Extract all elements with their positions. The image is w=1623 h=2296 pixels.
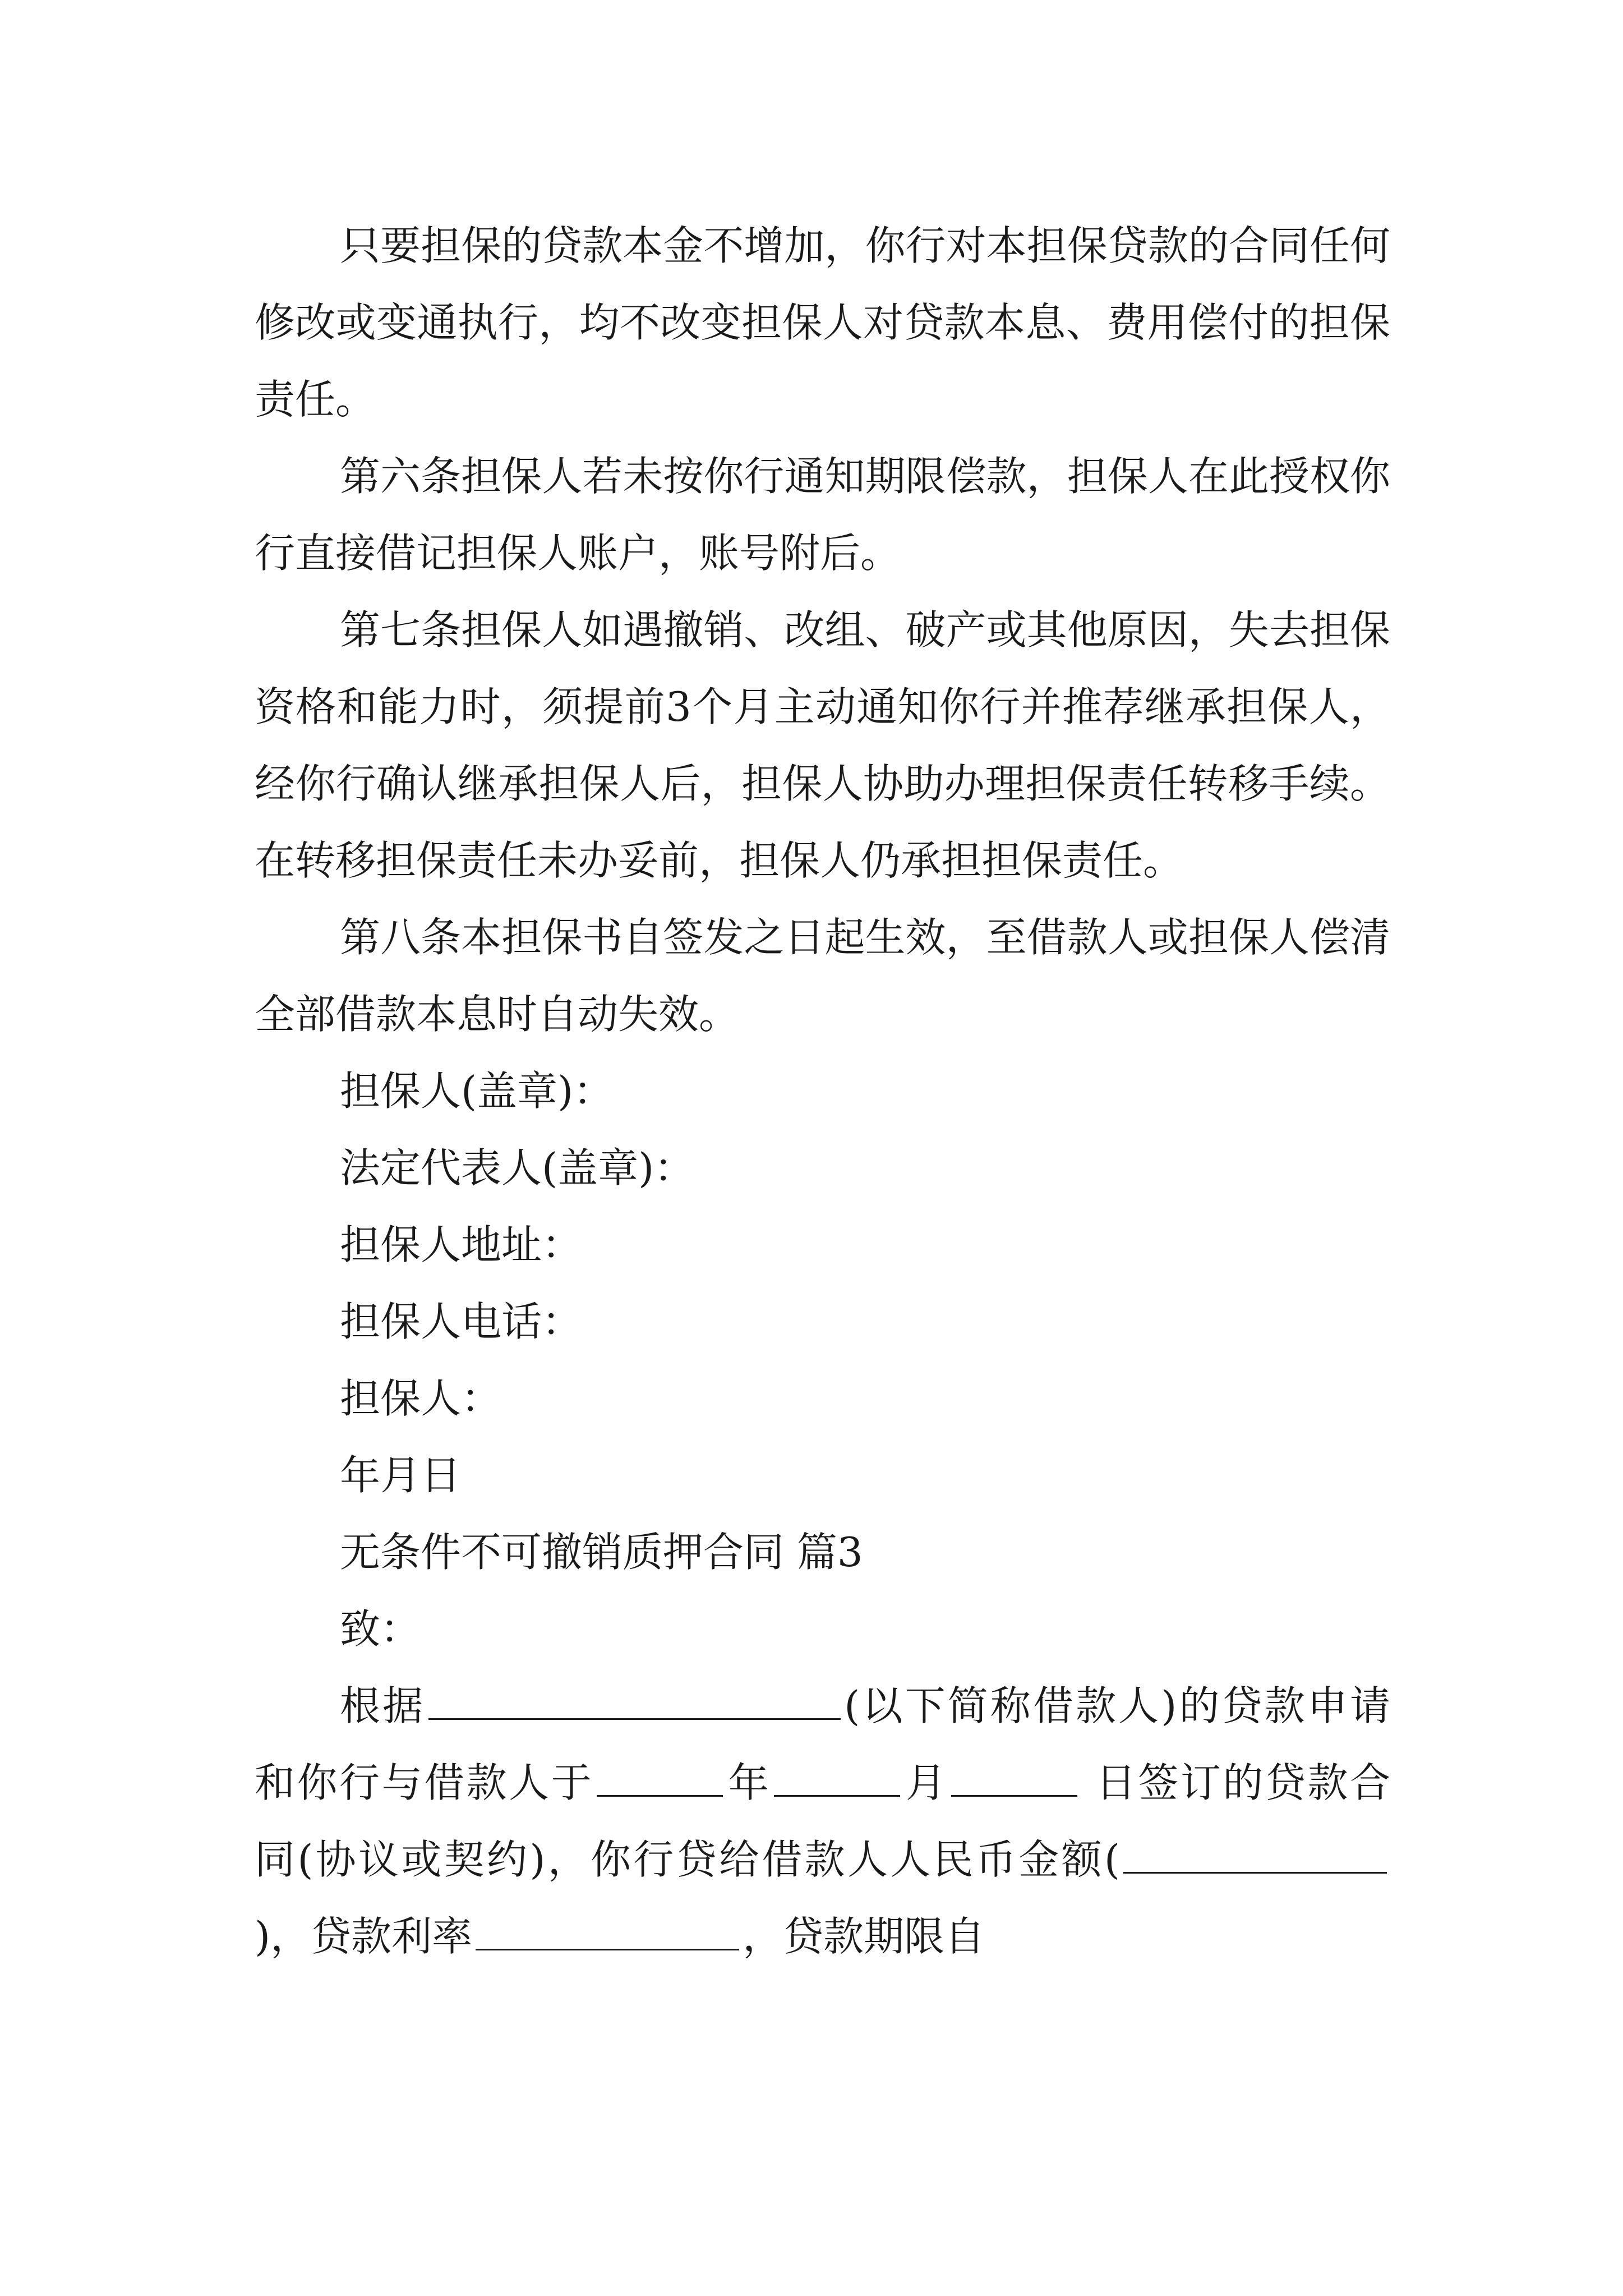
form-text-month: 月 — [903, 1759, 948, 1806]
form-paragraph — [255, 1668, 1390, 1975]
form-text-contract: 日签订的贷款合同(协议或契约)，你行贷给借款人人民币金额( — [255, 1759, 1390, 1883]
form-text-borrower: (以下简称借款人)的贷款申请和你行与借款人于 — [255, 1682, 1390, 1806]
form-text-according: 根据 — [340, 1682, 426, 1729]
date-line: 年月日 — [340, 1452, 462, 1499]
paragraph-article-7: 第七条担保人如遇撤销、改组、破产或其他原因，失去担保资格和能力时，须提前3个月主动通知你行并推荐继承担保人，经你行确认继承担保人后，担保人协助办理担保责任转移手续。在转移担保责任未办妥前，担保人仍承担担保责任。 — [255, 606, 1390, 884]
section-title: 无条件不可撤销质押合同 篇3 — [340, 1529, 863, 1576]
document-body — [255, 208, 1390, 1975]
year-blank — [597, 1759, 723, 1797]
month-blank — [774, 1759, 900, 1797]
guarantor-phone-line: 担保人电话： — [340, 1298, 583, 1345]
form-text-rate: )，贷款利率 — [255, 1913, 473, 1960]
form-text-year: 年 — [726, 1759, 771, 1806]
paragraph-article-8: 第八条本担保书自签发之日起生效，至借款人或担保人偿清全部借款本息时自动失效。 — [255, 914, 1390, 1038]
legal-rep-seal-line: 法定代表人(盖章)： — [340, 1144, 695, 1191]
day-blank — [951, 1759, 1077, 1797]
paragraph-article-6: 第六条担保人若未按你行通知期限偿款，担保人在此授权你行直接借记担保人账户，账号附后。 — [255, 453, 1390, 577]
paragraph-guarantee-scope: 只要担保的贷款本金不增加，你行对本担保贷款的合同任何修改或变通执行，均不改变担保人对贷款本息、费用偿付的担保责任。 — [255, 222, 1390, 423]
guarantor-seal-line: 担保人(盖章)： — [340, 1068, 614, 1115]
borrower-name-blank — [428, 1682, 841, 1720]
amount-blank — [1123, 1835, 1387, 1874]
guarantor-line: 担保人： — [340, 1375, 502, 1422]
form-text-term: ，贷款期限自 — [743, 1913, 985, 1960]
salutation: 致： — [340, 1605, 421, 1653]
rate-blank — [476, 1912, 739, 1950]
guarantor-address-line: 担保人地址： — [340, 1221, 583, 1268]
